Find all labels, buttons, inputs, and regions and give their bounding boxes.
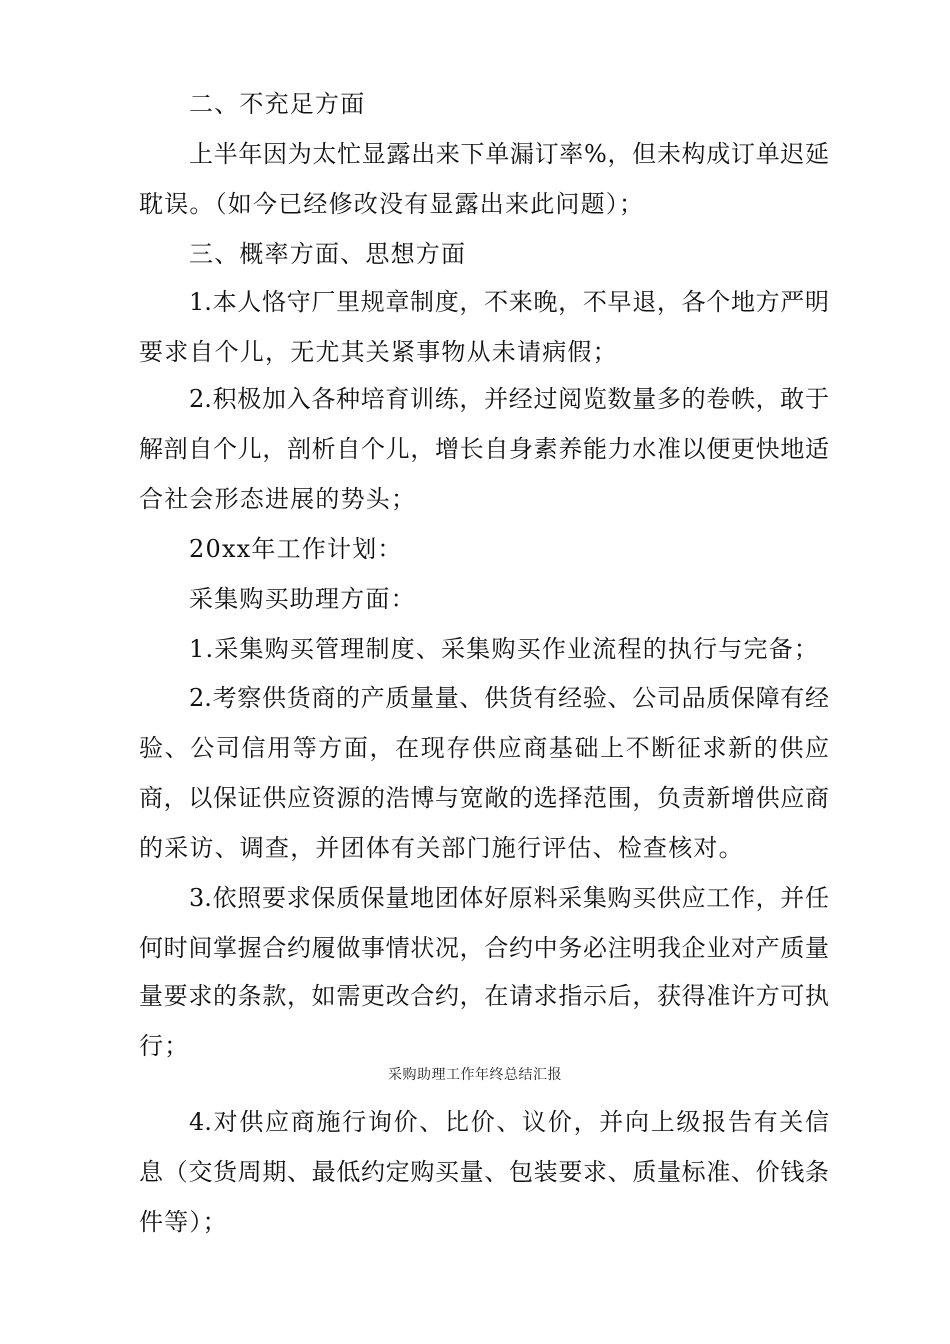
paragraph-line: 上半年因为太忙显露出来下单漏订率%，但未构成订单迟延 — [189, 140, 829, 168]
list-item-line: 4.对供应商施行询价、比价、议价，并向上级报告有关信 — [189, 1108, 829, 1136]
list-item-line: 合社会形态进展的势头； — [139, 485, 417, 513]
list-item-line: 的采访、调查，并团体有关部门施行评估、检查核对。 — [139, 834, 744, 862]
list-item-line: 1.采集购买管理制度、采集购买作业流程的执行与完备； — [189, 635, 820, 663]
section-heading-shortcomings: 二、不充足方面 — [189, 90, 366, 118]
paragraph-line: 耽误。（如今已经修改没有显露出来此问题）； — [139, 190, 645, 218]
list-item-line: 验、公司信用等方面，在现存供应商基础上不断征求新的供应 — [139, 734, 829, 762]
list-item-line: 2.积极加入各种培育训练，并经过阅览数量多的卷帙，敢于 — [189, 385, 829, 413]
list-item-line: 何时间掌握合约履做事情状况，合约中务必注明我企业对产质量 — [139, 934, 829, 962]
list-item-line: 商，以保证供应资源的浩博与宽敞的选择范围，负责新增供应商 — [139, 784, 829, 812]
list-item-line: 3.依照要求保质保量地团体好原料采集购买供应工作，并任 — [189, 884, 829, 912]
list-item-line: 息（交货周期、最低约定购买量、包装要求、质量标准、价钱条 — [139, 1158, 829, 1186]
list-item-line: 1.本人恪守厂里规章制度，不来晚，不早退，各个地方严明 — [189, 288, 829, 316]
list-item-line: 解剖自个儿，剖析自个儿，增长自身素养能力水准以便更快地适 — [139, 435, 829, 463]
page-footer: 采购助理工作年终总结汇报 — [388, 1067, 562, 1083]
list-item-line: 行； — [139, 1032, 190, 1060]
plan-subheading: 采集购买助理方面： — [189, 585, 416, 613]
plan-heading: 20xx年工作计划： — [189, 535, 403, 563]
section-heading-attitude: 三、概率方面、思想方面 — [189, 240, 467, 268]
list-item-line: 件等）； — [139, 1208, 228, 1236]
list-item-line: 量要求的条款，如需更改合约，在请求指示后，获得准许方可执 — [139, 982, 829, 1010]
list-item-line: 要求自个儿，无尤其关紧事物从未请病假； — [139, 338, 618, 366]
list-item-line: 2.考察供货商的产质量量、供货有经验、公司品质保障有经 — [189, 684, 829, 712]
